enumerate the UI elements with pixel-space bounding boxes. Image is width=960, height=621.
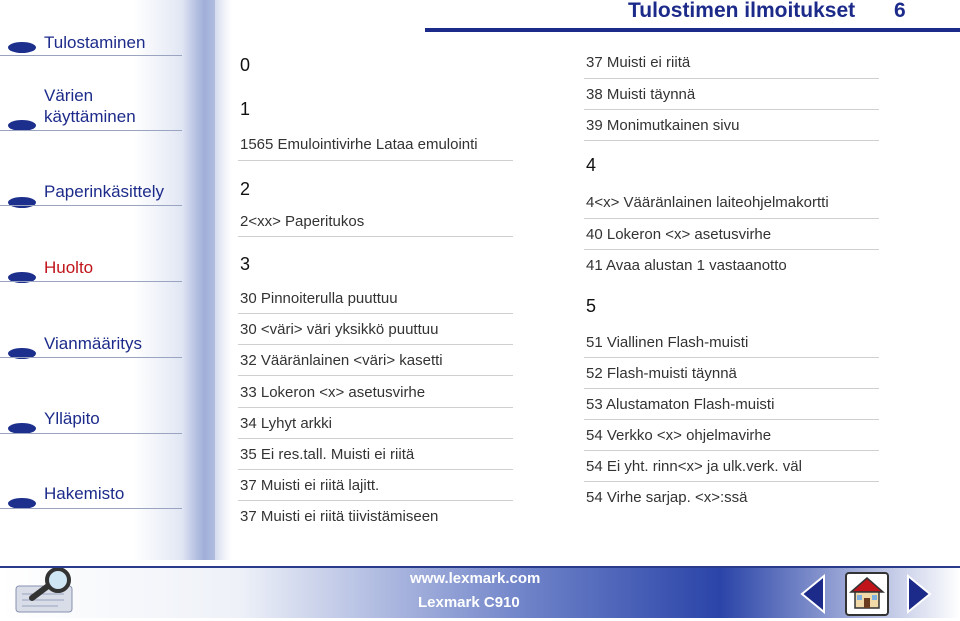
sidebar-item-label: Paperinkäsittely: [44, 182, 165, 201]
divider: [238, 407, 513, 408]
next-page-icon: [906, 574, 932, 614]
sidebar-item-label: Huolto: [44, 258, 94, 277]
message-link[interactable]: 1565 Emulointivirhe Lataa emulointi: [240, 136, 478, 153]
divider: [238, 344, 513, 345]
sidebar-item-yllapito[interactable]: [0, 403, 182, 443]
section-number: 2: [240, 179, 251, 199]
next-page-button[interactable]: [906, 574, 932, 614]
message-link[interactable]: 54 Ei yht. rinn<x> ja ulk.verk. väl: [586, 458, 802, 475]
message-link[interactable]: 52 Flash-muisti täynnä: [586, 365, 737, 382]
divider: [584, 249, 879, 250]
message-link[interactable]: 37 Muisti ei riitä tiivistämiseen: [240, 508, 439, 525]
header-rule: [425, 28, 960, 32]
divider: [238, 313, 513, 314]
message-link[interactable]: 37 Muisti ei riitä: [586, 54, 691, 71]
message-link[interactable]: 37 Muisti ei riitä lajitt.: [240, 477, 380, 494]
previous-page-button[interactable]: [800, 574, 826, 614]
message-link[interactable]: 53 Alustamaton Flash-muisti: [586, 396, 775, 413]
bullet-icon: [8, 197, 36, 208]
divider: [584, 419, 879, 420]
search-button[interactable]: [14, 568, 86, 616]
message-link[interactable]: 51 Viallinen Flash-muisti: [586, 334, 749, 351]
home-icon: [845, 572, 889, 616]
divider: [0, 281, 182, 282]
divider: [584, 78, 879, 79]
message-link[interactable]: 34 Lyhyt arkki: [240, 415, 332, 432]
divider: [0, 130, 182, 131]
divider: [584, 388, 879, 389]
message-link[interactable]: 38 Muisti täynnä: [586, 86, 696, 103]
sidebar-shade: [182, 0, 232, 560]
message-link[interactable]: 39 Monimutkainen sivu: [586, 117, 740, 134]
divider: [238, 469, 513, 470]
message-link[interactable]: 40 Lokeron <x> asetusvirhe: [586, 226, 772, 243]
divider: [0, 433, 182, 434]
divider: [0, 357, 182, 358]
message-link[interactable]: 33 Lokeron <x> asetusvirhe: [240, 384, 426, 401]
home-button[interactable]: [845, 572, 889, 616]
page-title: Tulostimen ilmoitukset: [628, 0, 856, 22]
section-number: 4: [586, 155, 597, 175]
divider: [238, 500, 513, 501]
sidebar-item-label: Värien käyttäminen: [44, 86, 136, 126]
sidebar-item-tulostaminen[interactable]: [0, 28, 182, 68]
divider: [0, 508, 182, 509]
section-number: 3: [240, 254, 251, 274]
section-number: 5: [586, 296, 597, 316]
divider: [0, 205, 182, 206]
message-link[interactable]: 30 Pinnoiterulla puuttuu: [240, 290, 398, 307]
sidebar-item-label: Tulostaminen: [44, 33, 146, 52]
message-link[interactable]: 2<xx> Paperitukos: [240, 213, 365, 230]
page-number: 6: [894, 0, 906, 22]
divider: [238, 375, 513, 376]
message-link[interactable]: 32 Vääränlainen <väri> kasetti: [240, 352, 443, 369]
message-link[interactable]: 41 Avaa alustan 1 vastaanotto: [586, 257, 787, 274]
sidebar-item-hakemisto[interactable]: [0, 478, 182, 518]
divider: [584, 109, 879, 110]
previous-page-icon: [800, 574, 826, 614]
divider: [238, 160, 513, 161]
divider: [584, 357, 879, 358]
divider: [584, 450, 879, 451]
sidebar-item-vianmaaritys[interactable]: [0, 328, 182, 368]
divider: [584, 481, 879, 482]
footer-url[interactable]: www.lexmark.com: [410, 570, 541, 587]
footer-model: Lexmark C910: [418, 594, 520, 611]
divider: [584, 140, 879, 141]
divider: [238, 236, 513, 237]
search-icon: [14, 568, 86, 616]
section-number: 1: [240, 99, 251, 119]
sidebar-item-huolto[interactable]: [0, 252, 182, 292]
message-link[interactable]: 35 Ei res.tall. Muisti ei riitä: [240, 446, 415, 463]
bullet-icon: [8, 42, 36, 53]
section-number: 0: [240, 55, 251, 75]
sidebar-item-label: Hakemisto: [44, 484, 125, 503]
sidebar-item-paperinkasittely[interactable]: [0, 175, 182, 215]
message-link[interactable]: 54 Virhe sarjap. <x>:ssä: [586, 489, 748, 506]
footer-rule: [0, 566, 960, 568]
message-link[interactable]: 54 Verkko <x> ohjelmavirhe: [586, 427, 772, 444]
message-link[interactable]: 30 <väri> väri yksikkö puuttuu: [240, 321, 439, 338]
divider: [0, 55, 182, 56]
sidebar-item-varien-kayttaminen[interactable]: [0, 85, 182, 135]
sidebar-item-label: Vianmääritys: [44, 334, 142, 353]
divider: [238, 438, 513, 439]
message-link[interactable]: 4<x> Vääränlainen laiteohjelmakortti: [586, 194, 829, 211]
sidebar-item-label: Ylläpito: [44, 409, 100, 428]
divider: [584, 218, 879, 219]
